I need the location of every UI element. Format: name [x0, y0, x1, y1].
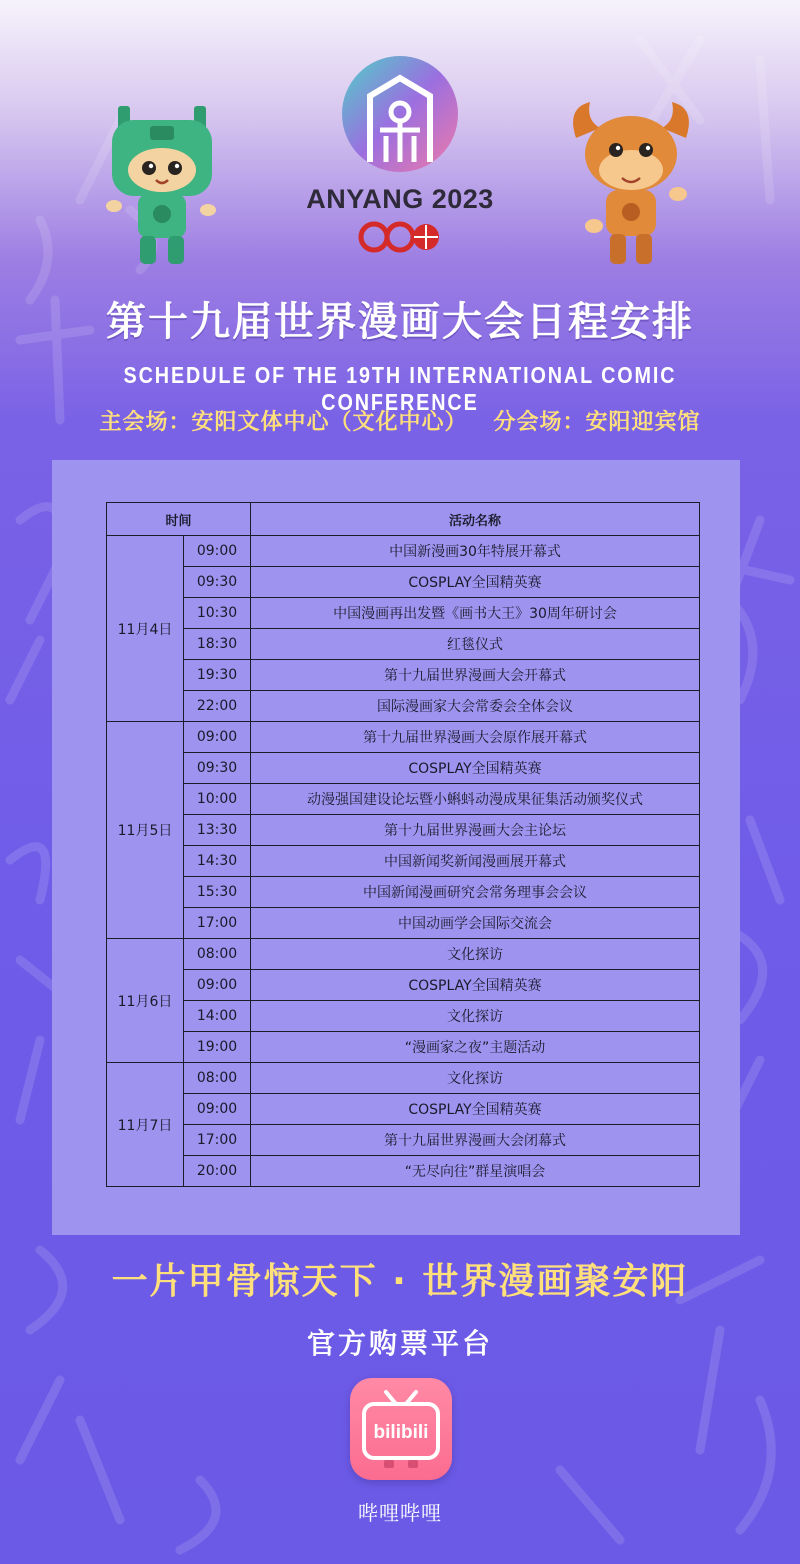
event-cell: 第十九届世界漫画大会主论坛 — [251, 815, 700, 846]
table-row — [107, 970, 700, 1001]
branch-venue: 分会场：安阳迎宾馆 — [493, 410, 701, 435]
event-cell: 第十九届世界漫画大会闭幕式 — [251, 1125, 700, 1156]
time-cell: 08:00 — [184, 939, 251, 970]
time-cell: 09:30 — [184, 567, 251, 598]
table-row — [107, 784, 700, 815]
bilibili-tv-icon — [350, 1378, 452, 1480]
slogan: 一片甲骨惊天下 · 世界漫画聚安阳 — [111, 1261, 689, 1302]
time-cell: 19:30 — [184, 660, 251, 691]
table-row — [107, 660, 700, 691]
table-row — [107, 598, 700, 629]
event-cell: 动漫强国建设论坛暨小蝌蚪动漫成果征集活动颁奖仪式 — [251, 784, 700, 815]
date-cell: 11月4日 — [107, 536, 184, 722]
table-row — [107, 567, 700, 598]
table-row — [107, 691, 700, 722]
table-row — [107, 629, 700, 660]
ox-mascot-illustration — [566, 98, 696, 270]
time-cell: 10:30 — [184, 598, 251, 629]
table-row — [107, 753, 700, 784]
time-cell: 08:00 — [184, 1063, 251, 1094]
event-cell: COSPLAY全国精英赛 — [251, 567, 700, 598]
event-cell: 中国新漫画30年特展开幕式 — [251, 536, 700, 567]
ticket-platform-label: 官方购票平台 — [306, 1327, 493, 1360]
table-row — [107, 1125, 700, 1156]
event-cell: 文化探访 — [251, 1001, 700, 1032]
table-row — [107, 1001, 700, 1032]
time-cell: 17:00 — [184, 908, 251, 939]
event-cell: 中国新闻奖新闻漫画展开幕式 — [251, 846, 700, 877]
event-cell: 中国漫画再出发暨《画书大王》30周年研讨会 — [251, 598, 700, 629]
bilibili-app-icon[interactable] — [350, 1378, 452, 1480]
table-row — [107, 1032, 700, 1063]
time-cell: 20:00 — [184, 1156, 251, 1187]
table-row — [107, 846, 700, 877]
page-subtitle-english: SCHEDULE OF THE 19TH INTERNATIONAL COMIC CONFERENCE — [123, 362, 677, 415]
event-cell: COSPLAY全国精英赛 — [251, 1094, 700, 1125]
bilibili-app-name: 哔哩哔哩 — [358, 1501, 442, 1525]
time-cell: 13:30 — [184, 815, 251, 846]
schedule-body — [107, 536, 700, 1187]
table-row — [107, 939, 700, 970]
icc-mark — [358, 220, 442, 254]
time-cell: 09:00 — [184, 536, 251, 567]
time-cell: 15:30 — [184, 877, 251, 908]
time-cell: 09:30 — [184, 753, 251, 784]
schedule-table — [106, 502, 700, 1187]
event-cell: “漫画家之夜”主题活动 — [251, 1032, 700, 1063]
event-cell: 文化探访 — [251, 1063, 700, 1094]
time-cell: 09:00 — [184, 722, 251, 753]
anyang-2023-logo — [300, 52, 500, 262]
time-cell: 14:00 — [184, 1001, 251, 1032]
date-cell: 11月7日 — [107, 1063, 184, 1187]
event-cell: 文化探访 — [251, 939, 700, 970]
bronze-mascot-illustration — [104, 106, 220, 268]
event-column-header: 活动名称 — [251, 503, 700, 536]
page-title: 第十九届世界漫画大会日程安排 — [106, 299, 694, 345]
time-cell: 10:00 — [184, 784, 251, 815]
date-cell: 11月6日 — [107, 939, 184, 1063]
event-cell: 中国动画学会国际交流会 — [251, 908, 700, 939]
table-row — [107, 815, 700, 846]
table-row — [107, 877, 700, 908]
time-cell: 09:00 — [184, 970, 251, 1001]
main-venue: 主会场：安阳文体中心（文化中心） — [99, 410, 468, 435]
table-row — [107, 1063, 700, 1094]
time-column-header: 时间 — [107, 503, 251, 536]
event-cell: 第十九届世界漫画大会开幕式 — [251, 660, 700, 691]
venue-line — [0, 405, 800, 436]
table-header-row — [107, 503, 700, 536]
time-cell: 19:00 — [184, 1032, 251, 1063]
event-cell: 红毯仪式 — [251, 629, 700, 660]
time-cell: 14:30 — [184, 846, 251, 877]
schedule-panel — [52, 460, 740, 1235]
event-cell: 第十九届世界漫画大会原作展开幕式 — [251, 722, 700, 753]
time-cell: 22:00 — [184, 691, 251, 722]
table-row — [107, 1094, 700, 1125]
bilibili-logo-text: bilibili — [373, 1422, 429, 1443]
table-row — [107, 722, 700, 753]
event-cell: “无尽向往”群星演唱会 — [251, 1156, 700, 1187]
date-cell: 11月5日 — [107, 722, 184, 939]
table-row — [107, 1156, 700, 1187]
time-cell: 09:00 — [184, 1094, 251, 1125]
event-cell: COSPLAY全国精英赛 — [251, 970, 700, 1001]
logo-year-text: ANYANG 2023 — [306, 184, 494, 214]
table-row — [107, 908, 700, 939]
event-cell: COSPLAY全国精英赛 — [251, 753, 700, 784]
table-row — [107, 536, 700, 567]
event-cell: 中国新闻漫画研究会常务理事会会议 — [251, 877, 700, 908]
event-cell: 国际漫画家大会常委会全体会议 — [251, 691, 700, 722]
time-cell: 17:00 — [184, 1125, 251, 1156]
conference-emblem — [300, 52, 500, 182]
time-cell: 18:30 — [184, 629, 251, 660]
